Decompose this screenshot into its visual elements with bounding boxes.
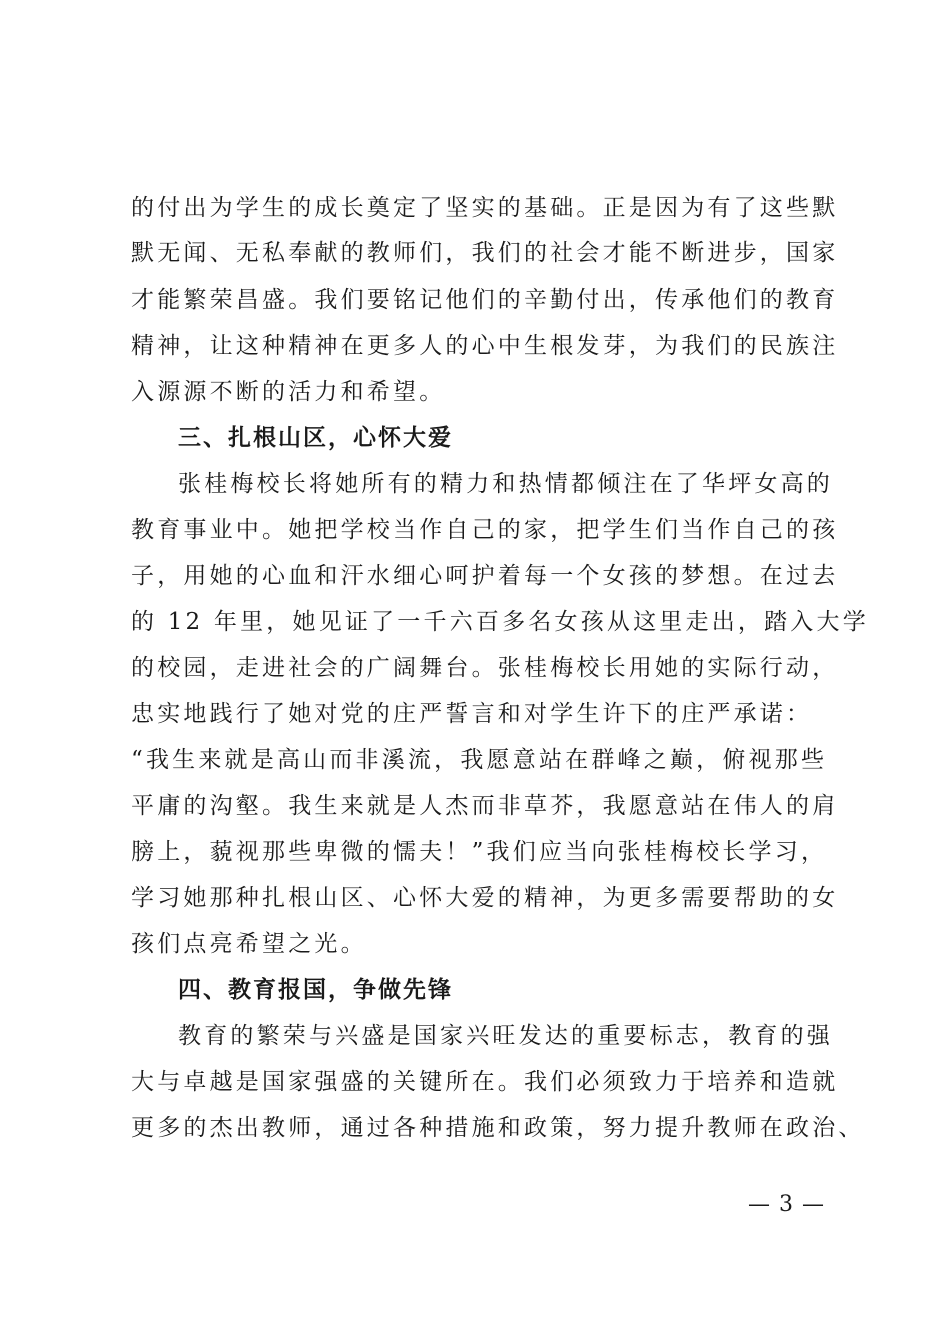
paragraph-line: 子，用她的心血和汗水细心呵护着每一个女孩的梦想。在过去 <box>131 563 839 589</box>
paragraph-line: 的付出为学生的成长奠定了坚实的基础。正是因为有了这些默 <box>131 195 839 221</box>
paragraph-line: 更多的杰出教师，通过各种措施和政策，努力提升教师在政治、 <box>131 1115 865 1141</box>
paragraph-line: 大与卓越是国家强盛的关键所在。我们必须致力于培养和造就 <box>131 1069 839 1095</box>
section-heading-3: 三、扎根山区，心怀大爱 <box>178 425 453 451</box>
paragraph-line: 默无闻、无私奉献的教师们，我们的社会才能不断进步，国家 <box>131 240 839 266</box>
paragraph-line: 忠实地践行了她对党的庄严誓言和对学生许下的庄严承诺： <box>131 701 813 727</box>
paragraph-line: 张桂梅校长将她所有的精力和热情都倾注在了华坪女高的 <box>178 471 833 497</box>
paragraph-line: 教育的繁荣与兴盛是国家兴旺发达的重要标志，教育的强 <box>178 1023 833 1049</box>
paragraph-line: 学习她那种扎根山区、心怀大爱的精神，为更多需要帮助的女 <box>131 885 839 911</box>
paragraph-line: 教育事业中。她把学校当作自己的家，把学生们当作自己的孩 <box>131 517 839 543</box>
page-number: — 3 — <box>748 1192 825 1217</box>
paragraph-line: 孩们点亮希望之光。 <box>131 931 367 957</box>
paragraph-line: 平庸的沟壑。我生来就是人杰而非草芥，我愿意站在伟人的肩 <box>131 793 839 819</box>
section-heading-4: 四、教育报国，争做先锋 <box>178 977 453 1003</box>
paragraph-line: 膀上，藐视那些卑微的懦夫！”我们应当向张桂梅校长学习， <box>131 839 828 865</box>
paragraph-line: “我生来就是高山而非溪流，我愿意站在群峰之巅，俯视那些 <box>131 747 828 773</box>
paragraph-line: 的校园，走进社会的广阔舞台。张桂梅校长用她的实际行动， <box>131 655 839 681</box>
paragraph-line: 精神，让这种精神在更多人的心中生根发芽，为我们的民族注 <box>131 333 839 359</box>
paragraph-line: 入源源不断的活力和希望。 <box>131 379 446 405</box>
paragraph-line: 才能繁荣昌盛。我们要铭记他们的辛勤付出，传承他们的教育 <box>131 287 839 313</box>
paragraph-line: 的 12 年里，她见证了一千六百多名女孩从这里走出，踏入大学 <box>131 609 869 635</box>
